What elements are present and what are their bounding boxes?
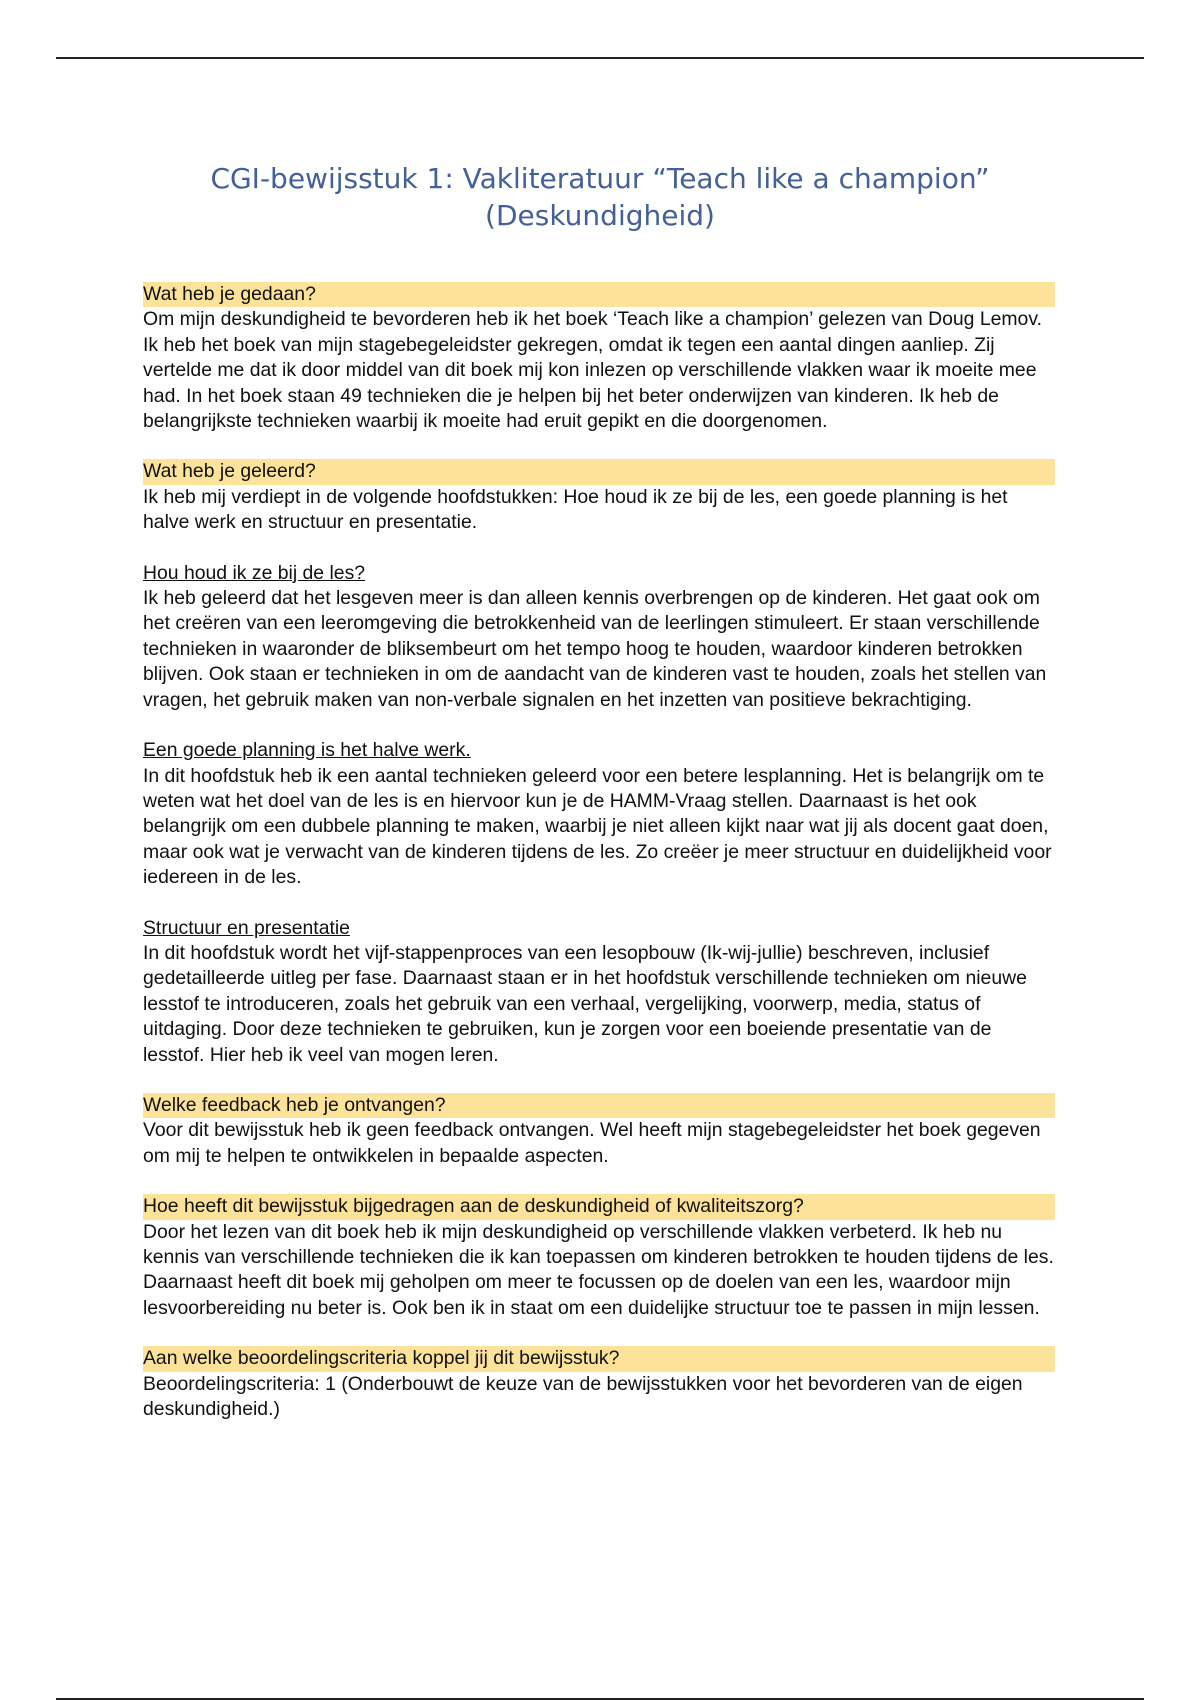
title-line-1: CGI-bewijsstuk 1: Vakliteratuur “Teach like a champion” [210,162,990,195]
title-line-2: (Deskundigheid) [485,199,715,232]
section-text: Ik heb geleerd dat het lesgeven meer is dan alleen kennis overbrengen op de kinderen. Het gaat ook om het creëren van een leeromgeving die betrokkenheid van de leerlingen stimuleert. Er staan verschillende technieken in waaronder de bliksembeurt om het tempo hoog te houden, waardoor kinderen betrokken blijven. Ook staan er technieken in om de aandacht van de kinderen vast te houden, zoals het stellen van vragen, het gebruik maken van non-verbale signalen en het inzetten van positieve bekrachtiging. [143,587,1047,711]
section-text: Beoordelingscriteria: 1 (Onderbouwt de keuze van de bewijsstukken voor het bevorderen van de eigen deskundigheid.) [143,1372,1023,1421]
section-structuur-en-presentatie [143,916,1055,1068]
section-hou-houd-ik-ze-bij-de-les [143,561,1055,713]
section-feedback [143,1093,1055,1169]
section-wat-heb-je-gedaan [143,282,1055,434]
section-subheading: Een goede planning is het halve werk. [143,739,471,762]
section-text: Door het lezen van dit boek heb ik mijn deskundigheid op verschillende vlakken verbeterd. Ik heb nu kennis van verschillende technieken die ik kan toepassen om kinderen betrokken te houden tijdens de les. Daarnaast heeft dit boek mij geholpen om meer te focussen op de doelen van een les, waardoor mijn lesvoorbereiding nu beter is. Ook ben ik in staat om een duidelijke structuur toe te passen in mijn lessen. [143,1220,1054,1319]
document-title [120,160,1080,234]
section-heading: Wat heb je geleerd? [143,459,1055,484]
section-subheading: Hou houd ik ze bij de les? [143,561,366,584]
section-heading: Welke feedback heb je ontvangen? [143,1093,1055,1118]
section-text: In dit hoofdstuk heb ik een aantal technieken geleerd voor een betere lesplanning. Het is belangrijk om te weten wat het doel van de les is en hiervoor kun je de HAMM-Vraag stellen. Daarnaast is het ook belangrijk om een dubbele planning te maken, waarbij je niet alleen kijkt naar wat jij als docent gaat doen, maar ook wat je verwacht van de kinderen tijdens de les. Zo creëer je meer structuur en duidelijkheid voor iedereen in de les. [143,764,1052,889]
section-text: Voor dit bewijsstuk heb ik geen feedback ontvangen. Wel heeft mijn stagebegeleidster het boek gegeven om mij te helpen te ontwikkelen in bepaalde aspecten. [143,1119,1041,1167]
section-heading: Hoe heeft dit bewijsstuk bijgedragen aan de deskundigheid of kwaliteitszorg? [143,1194,1055,1219]
section-text: In dit hoofdstuk wordt het vijf-stappenproces van een lesopbouw (Ik-wij-jullie) beschreven, inclusief gedetailleerde uitleg per fase. Daarnaast staan er in het hoofdstuk verschillende technieken om nieuwe lesstof te introduceren, zoals het gebruik van een verhaal, vergelijking, voorwerp, media, status of uitdaging. Door deze technieken te gebruiken, kun je zorgen voor een boeiende presentatie van de lesstof. Hier heb ik veel van mogen leren. [143,941,1027,1066]
section-text: Ik heb mij verdiept in de volgende hoofdstukken: Hoe houd ik ze bij de les, een goede planning is het halve werk en structuur en presentatie. [143,485,1008,534]
document-body [143,282,1055,1447]
section-goede-planning [143,738,1055,890]
section-bijdrage [143,1194,1055,1321]
section-subheading: Structuur en presentatie [143,916,350,939]
section-heading: Wat heb je gedaan? [143,282,1055,307]
section-text: Om mijn deskundigheid te bevorderen heb ik het boek ‘Teach like a champion’ gelezen van Doug Lemov. Ik heb het boek van mijn stagebegeleidster gekregen, omdat ik tegen een aantal dingen aanliep. Zij vertelde me dat ik door middel van dit boek mij kon inlezen op verschillende vlakken waar ik moeite mee had. In het boek staan 49 technieken die je helpen bij het beter onderwijzen van kinderen. Ik heb de belangrijkste technieken waarbij ik moeite had eruit gepikt en die doorgenomen. [143,308,1042,433]
section-heading: Aan welke beoordelingscriteria koppel jij dit bewijsstuk? [143,1346,1055,1371]
section-beoordelingscriteria [143,1346,1055,1422]
section-wat-heb-je-geleerd [143,459,1055,535]
header-rule [56,57,1144,59]
